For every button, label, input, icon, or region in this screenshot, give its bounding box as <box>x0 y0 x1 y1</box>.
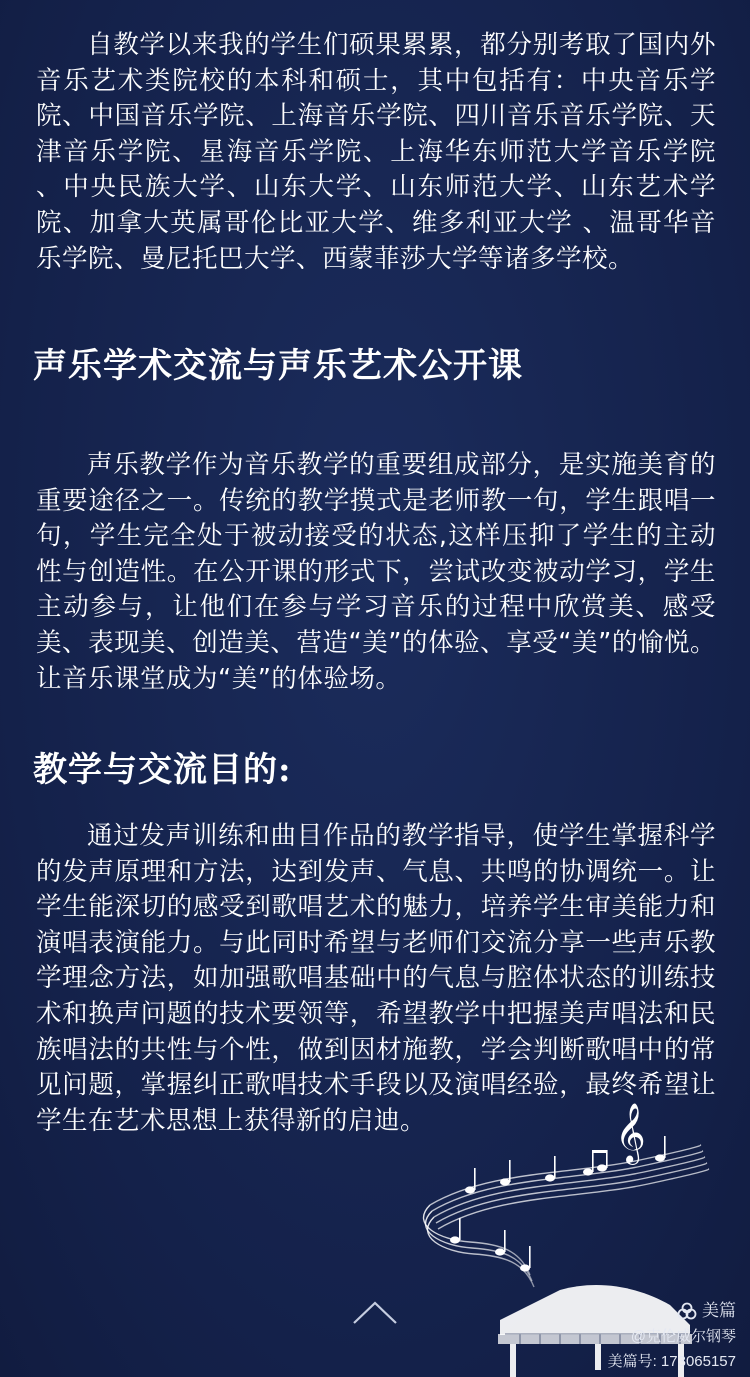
goals-heading: 教学与交流目的: <box>33 750 292 790</box>
watermark-brand-label: 美篇 <box>702 1301 736 1320</box>
meipian-watermark <box>608 1298 736 1374</box>
meipian-logo-icon <box>677 1301 697 1321</box>
watermark-author[interactable]: @克伦威尔钢琴 <box>630 1328 736 1345</box>
chevron-up-icon[interactable] <box>350 1297 400 1327</box>
svg-text:𝄞: 𝄞 <box>615 1103 646 1163</box>
open-class-heading: 声乐学术交流与声乐艺术公开课 <box>33 346 523 386</box>
goals-paragraph: 通过发声训练和曲目作品的教学指导，使学生掌握科学的发声原理和方法，达到发声、气息、共鸣的协调统一。让学生能深切的感受到歌唱艺术的魅力，培养学生审美能力和演唱表演能力。与此同时希望与老师们交流分享一些声乐教学理念方法，如加强歌唱基础中的气息与腔体状态的训练技术和换声问题的技术要领等，希望教学中把握美声唱法和民族唱法的共性与个性，做到因材施教，学会判断歌唱中的常见问题，掌握纠正歌唱技术手段以及演唱经验，最终希望让学生在艺术思想上获得新的启迪。 <box>36 821 716 1136</box>
watermark-id: 美篇号: 173065157 <box>607 1353 736 1370</box>
open-class-paragraph: 声乐教学作为音乐教学的重要组成部分，是实施美育的重要途径之一。传统的教学摸式是老师教一句，学生跟唱一句，学生完全处于被动接受的状态,这样压抑了学生的主动性与创造性。在公开课的形式下，尝试改变被动学习，学生主动参与，让他们在参与学习音乐的过程中欣赏美、感受美、表现美、创造美、营造“美”的体验、享受“美”的愉悦。让音乐课堂成为“美”的体验场。 <box>36 450 716 694</box>
intro-paragraph: 自教学以来我的学生们硕果累累，都分别考取了国内外音乐艺术类院校的本科和硕士，其中包括有：中央音乐学院、中国音乐学院、上海音乐学院、四川音乐音乐学院、天津音乐学院、星海音乐学院、上海华东师范大学音乐学院 、中央民族大学、山东大学、山东师范大学、山东艺术学院、加拿大英属哥伦比亚大学、维多利亚大学 、温哥华音乐学院、曼尼托巴大学、西蒙菲莎大学等诸多学校。 <box>36 30 716 274</box>
watermark-brand <box>608 1298 736 1324</box>
